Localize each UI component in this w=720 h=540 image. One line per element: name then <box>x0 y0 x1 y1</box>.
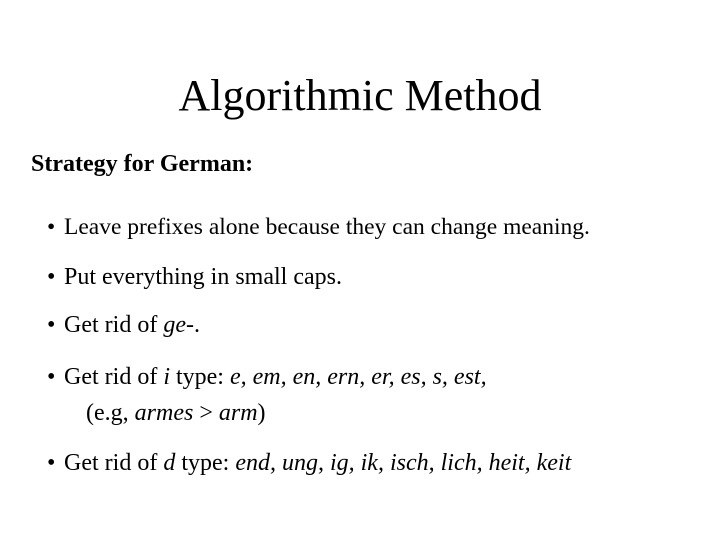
bullet-text: Get rid of <box>64 450 164 476</box>
bullet-text: Put everything in small caps. <box>64 264 342 290</box>
bullet-get-rid-ge <box>47 309 200 341</box>
bullet-d-type <box>47 447 571 479</box>
bullet-text: Get rid of <box>64 312 164 338</box>
bullet-dot: • <box>47 214 56 240</box>
bullet-text-type: type: <box>175 450 236 476</box>
example-open: (e.g, <box>86 400 135 426</box>
bullet-term-i: i <box>163 364 170 390</box>
slide-title: Algorithmic Method <box>178 71 542 120</box>
example-arm: arm <box>218 400 258 426</box>
bullet-i-type <box>47 361 487 393</box>
bullet-leave-prefixes <box>47 211 590 243</box>
bullet-suffix-list: end, ung, ig, ik, isch, lich, heit, keit <box>235 450 572 476</box>
bullet-text-end: . <box>193 312 200 338</box>
bullet-i-type-example <box>86 397 266 429</box>
bullet-term-ge: ge- <box>163 312 194 338</box>
example-close: ) <box>257 400 266 426</box>
bullet-dot: • <box>47 450 56 476</box>
bullet-dot: • <box>47 364 56 390</box>
example-armes: armes <box>134 400 194 426</box>
example-arrow: > <box>193 400 219 426</box>
bullet-dot: • <box>47 264 56 290</box>
bullet-text: Leave prefixes alone because they can change meaning. <box>64 214 590 240</box>
bullet-text: Get rid of <box>64 364 164 390</box>
bullet-suffix-list: e, em, en, ern, er, es, s, est, <box>229 364 487 390</box>
bullet-small-caps <box>47 261 342 293</box>
bullet-text-type: type: <box>169 364 230 390</box>
bullet-term-d: d <box>163 450 176 476</box>
bullet-dot: • <box>47 312 56 338</box>
slide-subtitle: Strategy for German: <box>31 151 254 177</box>
